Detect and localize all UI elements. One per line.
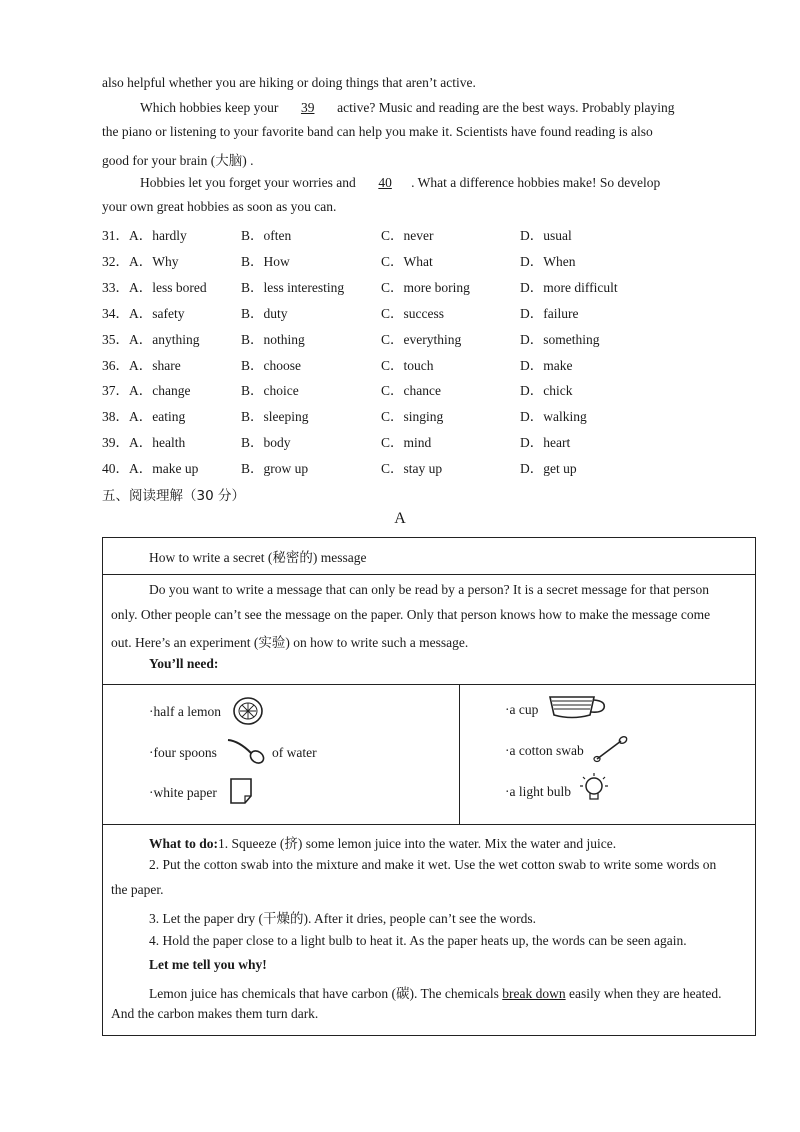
option-b: B．often bbox=[241, 228, 292, 243]
option-b: B．body bbox=[241, 435, 291, 451]
option-row bbox=[102, 250, 762, 270]
option-d: D．When bbox=[520, 253, 576, 269]
of-water: of water bbox=[272, 745, 317, 760]
column-divider bbox=[459, 685, 460, 824]
why-label: Let me tell you why! bbox=[149, 957, 267, 972]
intro-line: out. Here’s an experiment (实验) on how to write such a message. bbox=[111, 635, 469, 650]
option-b: B．nothing bbox=[241, 331, 305, 347]
option-row bbox=[102, 379, 762, 399]
option-a: 35．A．anything bbox=[102, 331, 200, 347]
passage-line: also helpful whether you are hiking or doing things that aren’t active. bbox=[102, 75, 476, 90]
cotton-swab-icon bbox=[593, 735, 629, 763]
box-intro-row bbox=[102, 574, 756, 685]
option-b: B．sleeping bbox=[241, 409, 309, 425]
option-c: C．What bbox=[381, 253, 433, 269]
option-c: C．success bbox=[381, 305, 444, 321]
option-d: D．usual bbox=[520, 228, 572, 243]
blank-40: 40 bbox=[378, 175, 392, 190]
why-line: Lemon juice has chemicals that have carbon (碳). The chemicals break down easily when they are heated. bbox=[149, 986, 722, 1001]
box-title-row bbox=[102, 537, 756, 575]
option-d: D．chick bbox=[520, 383, 573, 399]
step-3: 3. Let the paper dry (干燥的). After it dries, people can’t see the words. bbox=[149, 911, 537, 926]
option-row bbox=[102, 302, 762, 322]
todo-label: What to do: bbox=[149, 836, 219, 851]
option-a: 36．A．share bbox=[102, 357, 181, 373]
light-bulb-icon bbox=[579, 771, 609, 807]
passage-line: the piano or listening to your favorite band can help you make it. Scientists have found reading is also bbox=[102, 124, 653, 139]
passage-line: your own great hobbies as soon as you can. bbox=[102, 199, 337, 214]
option-a: 33．A．less bored bbox=[102, 279, 207, 295]
option-c: C．mind bbox=[381, 435, 432, 451]
box-steps-row bbox=[102, 824, 756, 1036]
option-d: D．something bbox=[520, 331, 600, 347]
option-b: B．duty bbox=[241, 305, 288, 321]
item-spoons: ·four spoons bbox=[149, 745, 217, 760]
option-a: 38．A．eating bbox=[102, 409, 186, 425]
box-title: How to write a secret (秘密的) message bbox=[149, 550, 367, 565]
option-d: D．make bbox=[520, 357, 573, 373]
option-c: C．touch bbox=[381, 357, 434, 373]
lemon-icon bbox=[231, 695, 265, 727]
option-row bbox=[102, 224, 762, 244]
option-row bbox=[102, 431, 762, 451]
option-b: B．grow up bbox=[241, 461, 309, 477]
option-row bbox=[102, 328, 762, 348]
option-row bbox=[102, 354, 762, 374]
option-d: D．failure bbox=[520, 305, 579, 321]
option-row bbox=[102, 276, 762, 296]
why-line: And the carbon makes them turn dark. bbox=[111, 1006, 319, 1021]
step-2-cont: the paper. bbox=[111, 882, 164, 897]
option-d: D．heart bbox=[520, 435, 571, 451]
option-c: C．more boring bbox=[381, 279, 470, 295]
item-light-bulb: ·a light bulb bbox=[505, 784, 571, 799]
paper-icon bbox=[228, 776, 256, 806]
spoon-icon bbox=[225, 735, 267, 765]
need-label: You’ll need: bbox=[149, 656, 219, 671]
intro-line: only. Other people can’t see the message on the paper. Only that person knows how to make the message come bbox=[111, 607, 711, 622]
option-a: 31．A．hardly bbox=[102, 228, 187, 243]
passage-label: A bbox=[394, 510, 406, 527]
option-c: C．stay up bbox=[381, 461, 443, 477]
blank-39: 39 bbox=[300, 100, 315, 115]
passage-line: Which hobbies keep your 39 active? Music and reading are the best ways. Probably playing bbox=[140, 100, 675, 115]
option-c: C．everything bbox=[381, 331, 462, 347]
option-a: 37．A．change bbox=[102, 383, 191, 399]
option-b: B．choice bbox=[241, 383, 299, 399]
cup-icon bbox=[546, 691, 610, 721]
passage-line: Hobbies let you forget your worries and 40 . What a difference hobbies make! So develop bbox=[140, 175, 661, 190]
option-b: B．choose bbox=[241, 357, 301, 373]
step-4: 4. Hold the paper close to a light bulb to heat it. As the paper heats up, the words can be seen again. bbox=[149, 933, 687, 948]
option-row bbox=[102, 457, 762, 477]
step-1: What to do:1. Squeeze (挤) some lemon juice into the water. Mix the water and juice. bbox=[149, 836, 617, 851]
option-d: D．more difficult bbox=[520, 279, 618, 295]
passage-line: good for your brain (大脑) . bbox=[102, 153, 254, 168]
option-a: 32．A．Why bbox=[102, 253, 179, 269]
option-c: C．chance bbox=[381, 383, 441, 399]
option-row bbox=[102, 405, 762, 425]
option-b: B．How bbox=[241, 253, 290, 269]
box-items-row bbox=[102, 684, 756, 825]
option-d: D．get up bbox=[520, 461, 577, 477]
item-lemon: ·half a lemon bbox=[149, 704, 221, 719]
option-c: C．singing bbox=[381, 409, 444, 425]
section-title: 五、阅读理解（30 分） bbox=[102, 488, 245, 504]
item-cotton-swab: ·a cotton swab bbox=[505, 743, 584, 758]
underlined-phrase: break down bbox=[502, 986, 566, 1001]
option-c: C．never bbox=[381, 228, 434, 243]
step-2: 2. Put the cotton swab into the mixture and make it wet. Use the wet cotton swab to write some words on bbox=[149, 857, 717, 872]
item-paper: ·white paper bbox=[149, 785, 217, 800]
option-a: 34．A．safety bbox=[102, 305, 185, 321]
option-b: B．less interesting bbox=[241, 279, 345, 295]
item-cup: ·a cup bbox=[505, 702, 539, 717]
option-d: D．walking bbox=[520, 409, 587, 425]
option-a: 40．A．make up bbox=[102, 461, 199, 477]
option-a: 39．A．health bbox=[102, 435, 186, 451]
intro-line: Do you want to write a message that can only be read by a person? It is a secret message for that person bbox=[149, 582, 710, 597]
